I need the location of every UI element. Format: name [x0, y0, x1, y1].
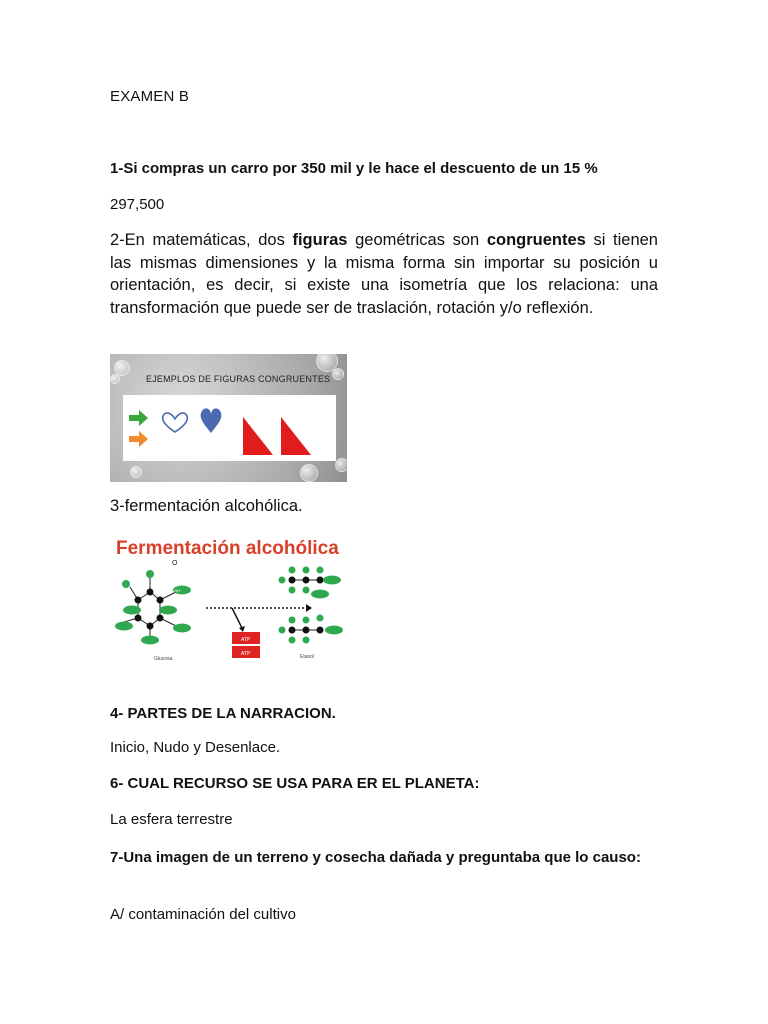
question-2 [110, 229, 658, 319]
heart-outline-icon [163, 413, 188, 432]
heart-filled-icon [201, 408, 222, 433]
question-2-mid: geométricas son [347, 231, 487, 249]
glucosa-label: Glucosa [154, 656, 173, 662]
fermentation-diagram [110, 532, 360, 664]
answer-6: La esfera terrestre [110, 811, 233, 828]
figure-1-heading: EJEMPLOS DE FIGURAS CONGRUENTES [146, 374, 331, 384]
triangle-icon [281, 417, 311, 455]
question-6: 6- CUAL RECURSO SE USA PARA ER EL PLANETA: [110, 775, 480, 792]
fermentation-image [110, 532, 360, 664]
oh-label: OH [174, 588, 180, 593]
question-4: 4- PARTES DE LA NARRACION. [110, 705, 336, 722]
arrow-right-icon [129, 431, 148, 447]
answer-4: Inicio, Nudo y Desenlace. [110, 739, 281, 756]
answer-1: 297,500 [110, 196, 165, 213]
ethanol-molecule [279, 615, 344, 644]
triangle-icon [243, 417, 273, 455]
glucose-molecule [115, 560, 191, 645]
question-1: 1-Si compras un carro por 350 mil y le hace el descuento de un 15 % [110, 160, 598, 177]
arrow-right-icon [129, 410, 148, 426]
question-2-suffix: si tienen las mismas dimensiones y la misma forma sin importar su posición u orientación, es decir, si existe una isometría que los relaciona: una transformación que puede ser de traslación, rotación y/o reflexión. [110, 231, 658, 317]
question-2-bold-figuras: figuras [292, 231, 348, 249]
atp-label-2: ATP [241, 651, 251, 657]
fermentation-title: Fermentación alcohólica [116, 538, 339, 559]
figure-1-panel [123, 395, 336, 461]
atp-label-1: ATP [241, 637, 251, 643]
etanol-label: Etanol [300, 654, 315, 660]
question-2-bold-congruentes: congruentes [486, 231, 586, 249]
congruent-figures-image [110, 354, 347, 482]
exam-title: EXAMEN B [110, 88, 190, 105]
answer-7: A/ contaminación del cultivo [110, 906, 296, 923]
question-3: 3-fermentación alcohólica. [110, 497, 303, 515]
o-label: O [172, 560, 178, 567]
question-7: 7-Una imagen de un terreno y cosecha dañada y preguntaba que lo causo: [110, 849, 641, 866]
question-2-prefix: 2-En matemáticas, dos [110, 231, 293, 249]
figure-1-shapes [123, 395, 336, 461]
ethanol-molecule [279, 567, 342, 599]
